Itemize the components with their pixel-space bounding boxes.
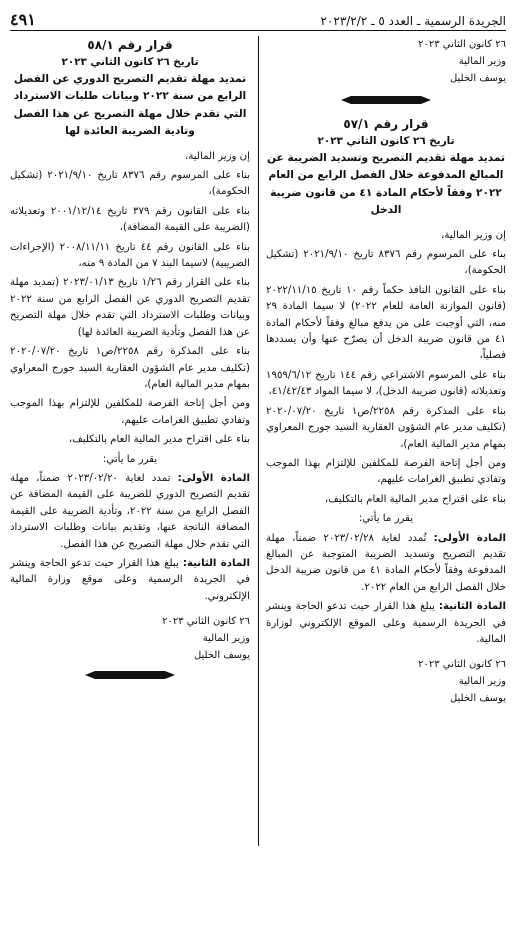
decision-paragraph: بناء على اقتراح مدير المالية العام بالتكليف، [324,493,506,505]
decision-paragraph: بناء على القانون رقم ٣٧٩ تاريخ ٢٠٠١/١٢/١٤ وتعديلاته (الضريبة على القيمة المضافة)، [10,205,251,234]
article-text: تمدد لغاية ٢٠٢٣/٠٢/٢٠ ضمناً، مهلة تقديم التصريح الدوري للضريبة على القيمة المضافة عن الفصل الرابع من سنة ٢٠٢٢، وتأدية الضريبة على القيمة المضافة الناتجة عنها، وتقديم بيانات وطلبات الاسترداد التي تقدم خلال مهلة التصريح عن هذا الفصل. [10,472,250,550]
journal-issue-line: الجريدة الرسمية ـ العدد ٥ ـ ٢٠٢٣/٢/٢ [320,14,506,28]
decision-signature [10,613,250,664]
decision-subject: تمديد مهلة تقديم التصريح الدوري عن الفصل الرابع من سنة ٢٠٢٢ وبيانات طلبات الاسترداد التي تقدم خلال مهلة التصريح عن هذا الفصل وتادية الضريبة العائدة لها [13,73,247,138]
decision-title: قرار رقم ٥٨/١ [87,38,173,52]
article [10,471,250,553]
decision-57 [266,115,506,707]
decision-date: تاريخ ٢٦ كانون الثاني ٢٠٢٣ [317,135,455,147]
article-label: المادة الأولى: [433,532,506,544]
separator-ornament [85,670,175,680]
decides-line: يقرر ما يأتي: [358,513,414,525]
signature-name: يوسف الخليل [449,693,506,705]
right-column [266,36,506,707]
article-label: المادة الثانية: [438,601,506,613]
column-divider [258,36,259,846]
decision-paragraph: بناء على اقتراح مدير المالية العام بالتكليف، [68,434,250,446]
decision-paragraph: بناء على المرسوم الاشتراعي رقم ١٤٤ تاريخ ١٩٥٩/٦/١٢ وتعديلاته (قانون ضريبة الدخل)، لا سيما المواد ٤١/٤٢/٤٣، [266,369,506,398]
page-header [10,8,506,31]
article-text: يبلغ هذا القرار حيث تدعو الحاجة وينشر في الجريدة الرسمية وعلى الموقع الإلكتروني لوزارة المالية. [266,601,506,645]
decision-title: قرار رقم ٥٧/١ [343,117,429,131]
article-label: المادة الأولى: [177,472,250,484]
article-text: يبلغ هذا القرار حيث تدعو الحاجة وينشر في الجريدة الرسمية وعلى موقع وزارة المالية الإلكتروني. [10,557,250,602]
decision-paragraph: بناء على المذكرة رقم ٢٢٥٨/ص١ تاريخ ٢٠٢٠/٠٧/٢٠ (تكليف مدير عام الشؤون العقارية السيد جورج المعراوي بمهام مدير المالية العام)، [266,405,507,450]
article [266,599,506,648]
left-column [10,36,250,680]
decision-paragraph: إن وزير المالية، [185,150,250,162]
page-number: ٤٩١ [10,10,36,29]
decision-subject: تمديد مهلة تقديم التصريح وتسديد الضريبة عن المبالغ المدفوعة خلال الفصل الرابع من العام ٢٠٢٢ وفقاً لأحكام المادة ٤١ من قانون ضريبة الدخل [266,152,505,217]
decision-paragraph: ومن أجل إتاحة الفرصة للمكلفين للإلتزام بهذا الموجب وتفادي تطبيق الغرامات عليهم، [266,457,506,486]
decision-signature [266,656,506,707]
article-text: تُمدد لغاية ٢٠٢٣/٠٢/٢٨ ضمناً، مهلة تقديم التصريح وتسديد الضريبة المتوجبة عن المبالغ المدفوعة وفقاً لأحكام المادة ٤١ من قانون ضريبة الدخل خلال الفصل الرابع من العام ٢٠٢٢. [266,532,506,593]
decision-paragraph: بناء على القانون النافذ حكماً رقم ١٠ تاريخ ٢٠٢٢/١١/١٥ (قانون الموازنة العامة للعام ٢٠٢٢) لا سيما المادة ٢٩ منه، التي أوجبت على من يدفع مبالغ وفقاً لأحكام المادة ٤١ من قانون ضريبة الدخل أن يصرّح عنها وأن يسددها فصلياً، [266,284,507,362]
decision-paragraph: إن وزير المالية، [441,229,506,241]
article-label: المادة الثانية: [182,557,250,569]
signature-name: يوسف الخليل [449,73,506,84]
article [266,531,506,597]
signature-date: ٢٦ كانون الثاني ٢٠٢٣ [418,39,506,50]
decision-paragraph: بناء على القرار رقم ١/٢٦ تاريخ ٢٠٢٣/٠١/١٣ (تمديد مهلة تقديم التصريح الدوري عن الفصل الرابع من سنة ٢٠٢٢ وبيانات وطلبات الاسترداد التي تقدم خلال مهلة التصريح عن هذا الفصل وتأدية الضريبة العائدة لها) [10,277,250,338]
signature-title: وزير المالية [202,633,250,645]
article [10,556,250,605]
decides-line: يقرر ما يأتي: [102,453,158,465]
previous-decision-signature [266,36,506,87]
signature-title: وزير المالية [458,56,506,67]
signature-date: ٢٦ كانون الثاني ٢٠٢٣ [162,616,250,628]
decision-paragraph: ومن أجل إتاحة الفرصة للمكلفين للإلتزام بهذا الموجب وتفادي تطبيق الغرامات عليهم، [10,398,250,426]
decision-paragraph: بناء على القانون رقم ٤٤ تاريخ ٢٠٠٨/١١/١١ (الإجراءات الضريبية) لاسيما البند ٧ من المادة ٩ منه، [10,241,250,270]
signature-date: ٢٦ كانون الثاني ٢٠٢٣ [418,659,506,671]
signature-name: يوسف الخليل [193,650,250,662]
decision-paragraph: بناء على المرسوم رقم ٨٣٧٦ تاريخ ٢٠٢١/٩/١٠ (تشكيل الحكومة)، [266,249,506,277]
decision-paragraph: بناء على المرسوم رقم ٨٣٧٦ تاريخ ٢٠٢١/٩/١٠ (تشكيل الحكومة)، [10,170,250,198]
signature-title: وزير المالية [458,676,506,688]
separator-ornament [341,95,431,105]
decision-paragraph: بناء على المذكرة رقم ٢٢٥٨/ص١ تاريخ ٢٠٢٠/٠٧/٢٠ (تكليف مدير عام الشؤون العقارية السيد جورج المعراوي بمهام مدير المالية العام)، [10,346,251,390]
decision-58 [10,36,250,680]
decision-date: تاريخ ٢٦ كانون الثاني ٢٠٢٣ [61,56,199,68]
